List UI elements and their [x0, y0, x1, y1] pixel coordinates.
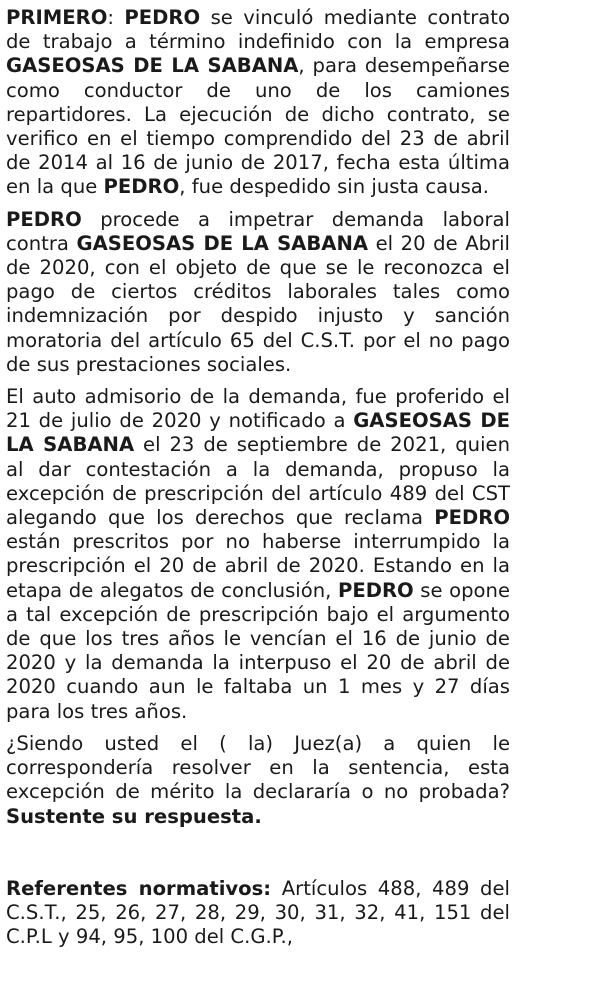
text-segment: se opone a tal excepción de prescripción bajo el argumento de que los tres años le vencían el 16 de junio de 2020 y la demanda la interpuso el 20 de abril de 2020 cuando aun le faltaba un 1 mes y 27 días para los tres años.	[6, 578, 511, 723]
name-pedro: PEDRO	[6, 207, 82, 231]
text-segment: el 20 de Abril de 2020, con el objeto de que se le reconozca el pago de ciertos créditos laborales tales como indemnización por despido injusto y sanción moratoria del artículo 65 del C.S.T. por el no pago de sus prestaciones sociales.	[6, 231, 510, 376]
question-text: ¿Siendo usted el ( la) Juez(a) a quien le correspondería resolver en la sentencia, esta excepción de mérito la declararía o no probada?	[6, 731, 510, 804]
text-segment: procede a impetrar demanda laboral contra	[6, 207, 510, 255]
paragraph-lawsuit	[6, 208, 510, 377]
heading-primero: PRIMERO	[6, 6, 108, 29]
name-pedro: PEDRO	[124, 6, 201, 29]
paragraph-question	[6, 732, 510, 829]
paragraph-references	[6, 877, 510, 950]
text-segment: El auto admisorio de la demanda, fue proferido el 21 de julio de 2020 y notificado a	[6, 385, 510, 433]
text-segment: el 23 de septiembre de 2021, quien al dar contestación a la demanda, propuso la excepción de prescripción del artículo 489 del CST alegando que los derechos que reclama	[6, 433, 510, 530]
text-segment: , fue despedido sin justa causa.	[179, 175, 490, 199]
text-segment: están prescritos por no haberse interrumpido la prescripción el 20 de abril de 2020. Estando en la etapa de alegatos de conclusión,	[6, 530, 510, 602]
instruction-text: Sustente su respuesta.	[6, 804, 262, 828]
document-body	[6, 6, 510, 957]
references-text: Artículos 488, 489 del C.S.T., 25, 26, 27, 28, 29, 30, 31, 32, 41, 151 del C.P.L y 94, 95, 100 del C.G.P.,	[6, 876, 510, 949]
company-name: GASEOSAS DE LA SABANA	[6, 409, 510, 457]
text-segment: , para desempeñarse como conductor de uno de los camiones repartidores. La ejecución de dicho contrato, se verifico en el tiempo comprendido del 23 de abril de 2014 al 16 de junio de 2017, fecha esta última en la que	[6, 54, 510, 199]
name-pedro: PEDRO	[337, 578, 414, 602]
references-label: Referentes normativos:	[6, 876, 272, 900]
paragraph-facts	[6, 6, 510, 200]
text-segment: :	[107, 6, 125, 29]
name-pedro: PEDRO	[434, 506, 510, 530]
company-name: GASEOSAS DE LA SABANA	[76, 231, 369, 255]
paragraph-prescription	[6, 385, 510, 724]
text-segment: se vinculó mediante contrato de trabajo a término indefinido con la empresa	[6, 6, 510, 54]
company-name: GASEOSAS DE LA SABANA	[6, 54, 299, 78]
name-pedro: PEDRO	[103, 175, 180, 199]
